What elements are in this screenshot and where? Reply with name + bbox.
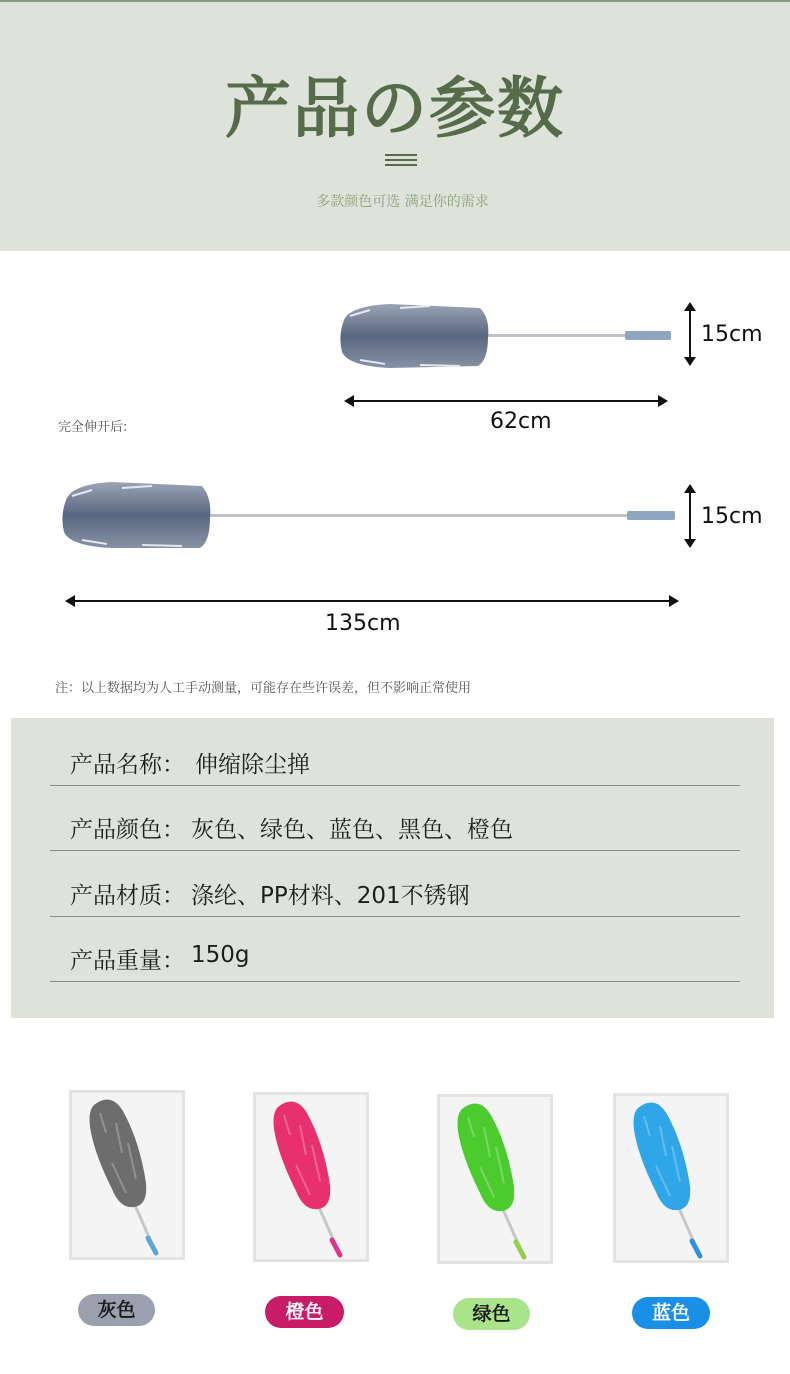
height-arrow-icon (681, 484, 699, 548)
spec-row (50, 916, 740, 982)
spec-label: 产品颜色： (70, 817, 185, 843)
extended-caption: 完全伸开后: (58, 420, 128, 435)
divider-lines-icon (385, 154, 417, 166)
spec-value: 伸缩除尘掸 (195, 752, 310, 778)
spec-row (50, 785, 740, 851)
spec-value: 涤纶、PP材料、201不锈钢 (191, 883, 470, 909)
duster-icon (72, 1093, 182, 1257)
duster-extended-image (52, 470, 682, 560)
spec-label: 产品名称： (70, 752, 185, 778)
page-subtitle: 多款颜色可选 满足你的需求 (316, 194, 489, 210)
color-label-badge: 绿色 (453, 1298, 530, 1330)
product-color-image (253, 1092, 369, 1262)
product-color-image (613, 1093, 729, 1263)
duster-retracted-image (330, 290, 690, 380)
extended-height-label: 15cm (701, 504, 763, 529)
product-color-image (437, 1094, 553, 1264)
retracted-length-label: 62cm (490, 409, 552, 434)
color-label-badge: 灰色 (78, 1294, 155, 1326)
spec-value: 150g (191, 942, 250, 968)
duster-icon (256, 1095, 366, 1259)
color-label-badge: 橙色 (265, 1296, 344, 1328)
page-title: 产品の参数 (225, 70, 565, 147)
extended-length-label: 135cm (325, 611, 401, 636)
measurement-note: 注：以上数据均为人工手动测量，可能存在些许误差，但不影响正常使用 (55, 681, 472, 696)
spec-value: 灰色、绿色、蓝色、黑色、橙色 (191, 817, 513, 843)
length-arrow-icon (65, 593, 679, 609)
height-arrow-icon (681, 302, 699, 366)
spec-row (50, 851, 740, 917)
length-arrow-icon (344, 393, 668, 409)
spec-row (50, 720, 740, 786)
spec-table (11, 718, 774, 1018)
duster-icon (440, 1097, 550, 1261)
product-color-image (69, 1090, 185, 1260)
color-label-badge: 蓝色 (632, 1297, 710, 1329)
spec-label: 产品材质： (70, 883, 185, 909)
spec-label: 产品重量： (70, 948, 185, 974)
duster-icon (616, 1096, 726, 1260)
retracted-height-label: 15cm (701, 322, 763, 347)
